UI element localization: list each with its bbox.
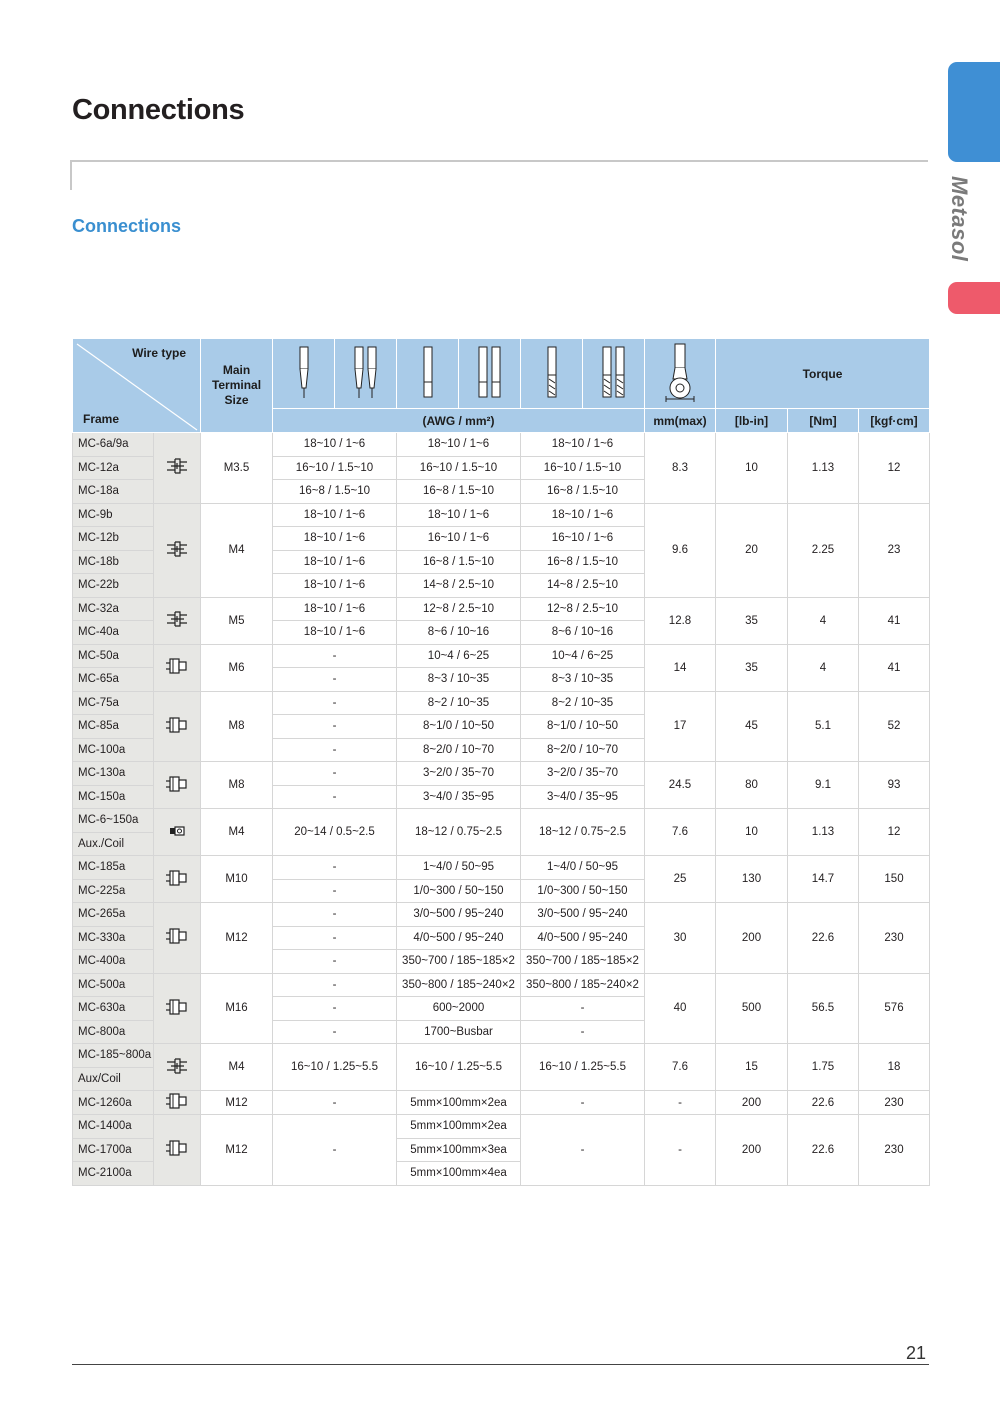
mm-max-cell: 7.6 — [645, 809, 716, 856]
twin-ferrule-icon — [335, 339, 397, 409]
solid-range-cell: 8~1/0 / 10~50 — [397, 715, 521, 739]
frame-label: Frame — [83, 411, 120, 426]
stranded-range-cell: - — [521, 1020, 645, 1044]
torque-lbin-cell: 200 — [716, 1091, 788, 1115]
solid-range-cell: 18~10 / 1~6 — [397, 433, 521, 457]
torque-kgfcm-cell: 41 — [859, 644, 930, 691]
frame-cell: MC-130a — [73, 762, 154, 786]
frame-cell: MC-100a — [73, 738, 154, 762]
torque-nm-cell: 1.13 — [788, 809, 859, 856]
main-terminal-size-header: Main Terminal Size — [201, 339, 273, 433]
wire-type-frame-header — [73, 339, 201, 433]
torque-lbin-cell: 130 — [716, 856, 788, 903]
stranded-range-cell: - — [521, 1115, 645, 1186]
brand-label: Metasol — [947, 176, 972, 262]
torque-nm-cell: 22.6 — [788, 1091, 859, 1115]
stranded-range-cell: 12~8 / 2.5~10 — [521, 597, 645, 621]
section-title: Connections — [72, 216, 182, 236]
torque-nm-cell: 22.6 — [788, 1115, 859, 1186]
twin-stranded-wire-icon — [583, 339, 645, 409]
torque-kgfcm-cell: 52 — [859, 691, 930, 762]
frame-cell: MC-265a — [73, 903, 154, 927]
mm-max-cell: 14 — [645, 644, 716, 691]
torque-nm-cell: 56.5 — [788, 973, 859, 1044]
frame-cell: MC-18b — [73, 550, 154, 574]
single-ferrule-icon — [273, 339, 335, 409]
solid-range-cell: 8~2/0 / 10~70 — [397, 738, 521, 762]
solid-range-cell: 3~4/0 / 35~95 — [397, 785, 521, 809]
box-lug-icon — [164, 1091, 190, 1111]
terminal-size-cell: M12 — [201, 1115, 273, 1186]
solid-range-cell: 10~4 / 6~25 — [397, 644, 521, 668]
terminal-icon-cell — [154, 503, 201, 597]
torque-kgfcm-cell: 230 — [859, 903, 930, 974]
terminal-size-cell: M8 — [201, 691, 273, 762]
ferrule-range-cell: 18~10 / 1~6 — [273, 621, 397, 645]
ring-lug-icon — [645, 339, 716, 409]
torque-kgfcm-cell: 12 — [859, 809, 930, 856]
solid-range-cell: 8~3 / 10~35 — [397, 668, 521, 692]
torque-nm-cell: 2.25 — [788, 503, 859, 597]
stranded-range-cell: 16~10 / 1.5~10 — [521, 456, 645, 480]
torque-lbin-cell: 200 — [716, 1115, 788, 1186]
stranded-range-cell: 18~12 / 0.75~2.5 — [521, 809, 645, 856]
side-tab-red[interactable] — [948, 282, 1000, 314]
table-row — [73, 762, 930, 786]
torque-lbin-cell: 45 — [716, 691, 788, 762]
ferrule-range-cell: - — [273, 1091, 397, 1115]
torque-nm-cell: 14.7 — [788, 856, 859, 903]
torque-kgfcm-cell: 230 — [859, 1091, 930, 1115]
table-row — [73, 597, 930, 621]
stranded-range-cell: 16~10 / 1.25~5.5 — [521, 1044, 645, 1091]
ferrule-range-cell: - — [273, 879, 397, 903]
ferrule-range-cell: - — [273, 950, 397, 974]
box-lug-icon — [164, 868, 190, 888]
frame-cell: MC-40a — [73, 621, 154, 645]
mm-max-cell: 30 — [645, 903, 716, 974]
solid-range-cell: 18~10 / 1~6 — [397, 503, 521, 527]
frame-cell: MC-800a — [73, 1020, 154, 1044]
stranded-range-cell: 10~4 / 6~25 — [521, 644, 645, 668]
torque-lbin-cell: 10 — [716, 433, 788, 504]
ferrule-range-cell: - — [273, 1020, 397, 1044]
terminal-icon-cell — [154, 1044, 201, 1091]
terminal-size-cell: M12 — [201, 1091, 273, 1115]
solid-range-cell: 600~2000 — [397, 997, 521, 1021]
screw-clamp-icon — [164, 609, 190, 629]
torque-kgfcm-cell: 18 — [859, 1044, 930, 1091]
stranded-range-cell: 18~10 / 1~6 — [521, 503, 645, 527]
frame-cell: MC-1400a — [73, 1115, 154, 1139]
ferrule-range-cell: - — [273, 715, 397, 739]
mm-max-cell: 9.6 — [645, 503, 716, 597]
frame-cell: MC-500a — [73, 973, 154, 997]
frame-cell: MC-330a — [73, 926, 154, 950]
twin-solid-wire-icon — [459, 339, 521, 409]
frame-cell: MC-75a — [73, 691, 154, 715]
single-stranded-wire-icon — [521, 339, 583, 409]
torque-kgfcm-cell: 576 — [859, 973, 930, 1044]
table-body — [73, 433, 930, 1186]
ferrule-range-cell: - — [273, 738, 397, 762]
mm-max-header: mm(max) — [645, 409, 716, 433]
frame-cell: MC-1700a — [73, 1138, 154, 1162]
ferrule-range-cell: 18~10 / 1~6 — [273, 433, 397, 457]
ferrule-range-cell: - — [273, 926, 397, 950]
torque-nm-cell: 4 — [788, 644, 859, 691]
stranded-range-cell: 16~8 / 1.5~10 — [521, 480, 645, 504]
kgf-cm-header: [kgf·cm] — [859, 409, 930, 433]
solid-range-cell: 3~2/0 / 35~70 — [397, 762, 521, 786]
frame-cell: MC-6~150a — [73, 809, 154, 833]
solid-range-cell: 16~10 / 1.25~5.5 — [397, 1044, 521, 1091]
terminal-size-cell: M5 — [201, 597, 273, 644]
torque-nm-cell: 9.1 — [788, 762, 859, 809]
torque-lbin-cell: 35 — [716, 597, 788, 644]
torque-lbin-cell: 15 — [716, 1044, 788, 1091]
stranded-range-cell: 4/0~500 / 95~240 — [521, 926, 645, 950]
page-title: Connections — [72, 94, 245, 126]
ferrule-range-cell: - — [273, 856, 397, 880]
mm-max-cell: - — [645, 1091, 716, 1115]
table-row — [73, 644, 930, 668]
frame-cell: MC-12a — [73, 456, 154, 480]
table-row — [73, 1115, 930, 1139]
ferrule-range-cell: - — [273, 997, 397, 1021]
frame-cell: MC-2100a — [73, 1162, 154, 1186]
ferrule-range-cell: 18~10 / 1~6 — [273, 503, 397, 527]
page-number: 21 — [905, 1343, 926, 1363]
mm-max-cell: 24.5 — [645, 762, 716, 809]
solid-range-cell: 1~4/0 / 50~95 — [397, 856, 521, 880]
ferrule-range-cell: - — [273, 903, 397, 927]
frame-cell: MC-1260a — [73, 1091, 154, 1115]
torque-nm-cell: 22.6 — [788, 903, 859, 974]
ferrule-range-cell: 18~10 / 1~6 — [273, 597, 397, 621]
mm-max-cell: 25 — [645, 856, 716, 903]
torque-lbin-cell: 10 — [716, 809, 788, 856]
stranded-range-cell: - — [521, 997, 645, 1021]
solid-range-cell: 14~8 / 2.5~10 — [397, 574, 521, 598]
solid-range-cell: 5mm×100mm×2ea — [397, 1115, 521, 1139]
table-row — [73, 433, 930, 457]
box-lug-icon — [164, 656, 190, 676]
mm-max-cell: 17 — [645, 691, 716, 762]
wire-type-label: Wire type — [132, 345, 186, 360]
frame-cell: MC-50a — [73, 644, 154, 668]
ferrule-range-cell: 18~10 / 1~6 — [273, 550, 397, 574]
torque-kgfcm-cell: 150 — [859, 856, 930, 903]
torque-lbin-cell: 35 — [716, 644, 788, 691]
stranded-range-cell: 8~1/0 / 10~50 — [521, 715, 645, 739]
frame-cell: MC-150a — [73, 785, 154, 809]
frame-cell: MC-65a — [73, 668, 154, 692]
single-solid-wire-icon — [397, 339, 459, 409]
terminal-size-cell: M3.5 — [201, 433, 273, 504]
solid-range-cell: 16~8 / 1.5~10 — [397, 480, 521, 504]
table-row — [73, 1091, 930, 1115]
solid-range-cell: 16~8 / 1.5~10 — [397, 550, 521, 574]
ferrule-range-cell: 20~14 / 0.5~2.5 — [273, 809, 397, 856]
terminal-icon-cell — [154, 1115, 201, 1186]
stranded-range-cell: 350~800 / 185~240×2 — [521, 973, 645, 997]
frame-cell: MC-12b — [73, 527, 154, 551]
stranded-range-cell: 16~8 / 1.5~10 — [521, 550, 645, 574]
small-connector-icon — [164, 821, 190, 841]
torque-lbin-cell: 20 — [716, 503, 788, 597]
frame-cell: MC-630a — [73, 997, 154, 1021]
nm-header: [Nm] — [788, 409, 859, 433]
frame-cell: MC-6a/9a — [73, 433, 154, 457]
stranded-range-cell: 1~4/0 / 50~95 — [521, 856, 645, 880]
ferrule-range-cell: - — [273, 691, 397, 715]
stranded-range-cell: - — [521, 1091, 645, 1115]
frame-cell: MC-32a — [73, 597, 154, 621]
stranded-range-cell: 8~2 / 10~35 — [521, 691, 645, 715]
frame-cell: MC-185~800a — [73, 1044, 154, 1068]
solid-range-cell: 350~700 / 185~185×2 — [397, 950, 521, 974]
box-lug-icon — [164, 997, 190, 1017]
frame-cell: MC-9b — [73, 503, 154, 527]
frame-cell: MC-18a — [73, 480, 154, 504]
torque-lbin-cell: 200 — [716, 903, 788, 974]
solid-range-cell: 12~8 / 2.5~10 — [397, 597, 521, 621]
terminal-icon-cell — [154, 433, 201, 504]
stranded-range-cell: 8~2/0 / 10~70 — [521, 738, 645, 762]
terminal-icon-cell — [154, 644, 201, 691]
mm-max-cell: 12.8 — [645, 597, 716, 644]
solid-range-cell: 1/0~300 / 50~150 — [397, 879, 521, 903]
ferrule-range-cell: - — [273, 973, 397, 997]
frame-cell: MC-85a — [73, 715, 154, 739]
solid-range-cell: 5mm×100mm×2ea — [397, 1091, 521, 1115]
stranded-range-cell: 3/0~500 / 95~240 — [521, 903, 645, 927]
frame-cell: Aux./Coil — [73, 832, 154, 856]
connections-table — [72, 338, 930, 1186]
screw-clamp-icon — [164, 539, 190, 559]
torque-nm-cell: 1.75 — [788, 1044, 859, 1091]
lb-in-header: [lb-in] — [716, 409, 788, 433]
terminal-size-cell: M6 — [201, 644, 273, 691]
terminal-icon-cell — [154, 903, 201, 974]
table-row — [73, 809, 930, 833]
solid-range-cell: 5mm×100mm×3ea — [397, 1138, 521, 1162]
ferrule-range-cell: 16~10 / 1.5~10 — [273, 456, 397, 480]
frame-cell: MC-185a — [73, 856, 154, 880]
solid-range-cell: 1700~Busbar — [397, 1020, 521, 1044]
mm-max-cell: 8.3 — [645, 433, 716, 504]
torque-kgfcm-cell: 12 — [859, 433, 930, 504]
torque-lbin-cell: 500 — [716, 973, 788, 1044]
solid-range-cell: 4/0~500 / 95~240 — [397, 926, 521, 950]
table-row — [73, 903, 930, 927]
frame-cell: MC-22b — [73, 574, 154, 598]
ferrule-range-cell: - — [273, 1115, 397, 1186]
table-row — [73, 856, 930, 880]
side-tab-blue[interactable] — [948, 62, 1000, 162]
screw-clamp-icon — [164, 456, 190, 476]
torque-kgfcm-cell: 93 — [859, 762, 930, 809]
ferrule-range-cell: 16~10 / 1.25~5.5 — [273, 1044, 397, 1091]
terminal-icon-cell — [154, 809, 201, 856]
stranded-range-cell: 16~10 / 1~6 — [521, 527, 645, 551]
table-row — [73, 503, 930, 527]
torque-nm-cell: 1.13 — [788, 433, 859, 504]
terminal-icon-cell — [154, 856, 201, 903]
ferrule-range-cell: 18~10 / 1~6 — [273, 527, 397, 551]
terminal-size-cell: M4 — [201, 1044, 273, 1091]
stranded-range-cell: 8~6 / 10~16 — [521, 621, 645, 645]
terminal-icon-cell — [154, 1091, 201, 1115]
solid-range-cell: 18~12 / 0.75~2.5 — [397, 809, 521, 856]
box-lug-icon — [164, 774, 190, 794]
stranded-range-cell: 350~700 / 185~185×2 — [521, 950, 645, 974]
stranded-range-cell: 18~10 / 1~6 — [521, 433, 645, 457]
frame-cell: Aux/Coil — [73, 1067, 154, 1091]
table-row — [73, 1044, 930, 1068]
terminal-size-cell: M4 — [201, 503, 273, 597]
table-row — [73, 691, 930, 715]
ferrule-range-cell: - — [273, 668, 397, 692]
terminal-icon-cell — [154, 973, 201, 1044]
frame-cell: MC-400a — [73, 950, 154, 974]
solid-range-cell: 8~2 / 10~35 — [397, 691, 521, 715]
torque-nm-cell: 4 — [788, 597, 859, 644]
terminal-size-cell: M4 — [201, 809, 273, 856]
solid-range-cell: 3/0~500 / 95~240 — [397, 903, 521, 927]
terminal-size-cell: M12 — [201, 903, 273, 974]
terminal-size-cell: M16 — [201, 973, 273, 1044]
solid-range-cell: 16~10 / 1.5~10 — [397, 456, 521, 480]
box-lug-icon — [164, 715, 190, 735]
stranded-range-cell: 8~3 / 10~35 — [521, 668, 645, 692]
ferrule-range-cell: - — [273, 785, 397, 809]
torque-header: Torque — [716, 339, 930, 409]
solid-range-cell: 16~10 / 1~6 — [397, 527, 521, 551]
torque-lbin-cell: 80 — [716, 762, 788, 809]
solid-range-cell: 350~800 / 185~240×2 — [397, 973, 521, 997]
frame-cell: MC-225a — [73, 879, 154, 903]
title-rule — [70, 160, 928, 190]
torque-kgfcm-cell: 230 — [859, 1115, 930, 1186]
ferrule-range-cell: 16~8 / 1.5~10 — [273, 480, 397, 504]
terminal-size-cell: M8 — [201, 762, 273, 809]
solid-range-cell: 5mm×100mm×4ea — [397, 1162, 521, 1186]
ferrule-range-cell: - — [273, 644, 397, 668]
stranded-range-cell: 14~8 / 2.5~10 — [521, 574, 645, 598]
terminal-icon-cell — [154, 597, 201, 644]
mm-max-cell: - — [645, 1115, 716, 1186]
screw-clamp-icon — [164, 1056, 190, 1076]
torque-nm-cell: 5.1 — [788, 691, 859, 762]
terminal-icon-cell — [154, 762, 201, 809]
box-lug-icon — [164, 1138, 190, 1158]
ferrule-range-cell: - — [273, 762, 397, 786]
terminal-icon-cell — [154, 691, 201, 762]
stranded-range-cell: 3~4/0 / 35~95 — [521, 785, 645, 809]
torque-kgfcm-cell: 23 — [859, 503, 930, 597]
ferrule-range-cell: 18~10 / 1~6 — [273, 574, 397, 598]
mm-max-cell: 40 — [645, 973, 716, 1044]
stranded-range-cell: 3~2/0 / 35~70 — [521, 762, 645, 786]
awg-mm2-header: (AWG / mm²) — [273, 409, 645, 433]
box-lug-icon — [164, 926, 190, 946]
mm-max-cell: 7.6 — [645, 1044, 716, 1091]
stranded-range-cell: 1/0~300 / 50~150 — [521, 879, 645, 903]
terminal-size-cell: M10 — [201, 856, 273, 903]
torque-kgfcm-cell: 41 — [859, 597, 930, 644]
solid-range-cell: 8~6 / 10~16 — [397, 621, 521, 645]
table-row — [73, 973, 930, 997]
footer-rule — [72, 1364, 929, 1365]
